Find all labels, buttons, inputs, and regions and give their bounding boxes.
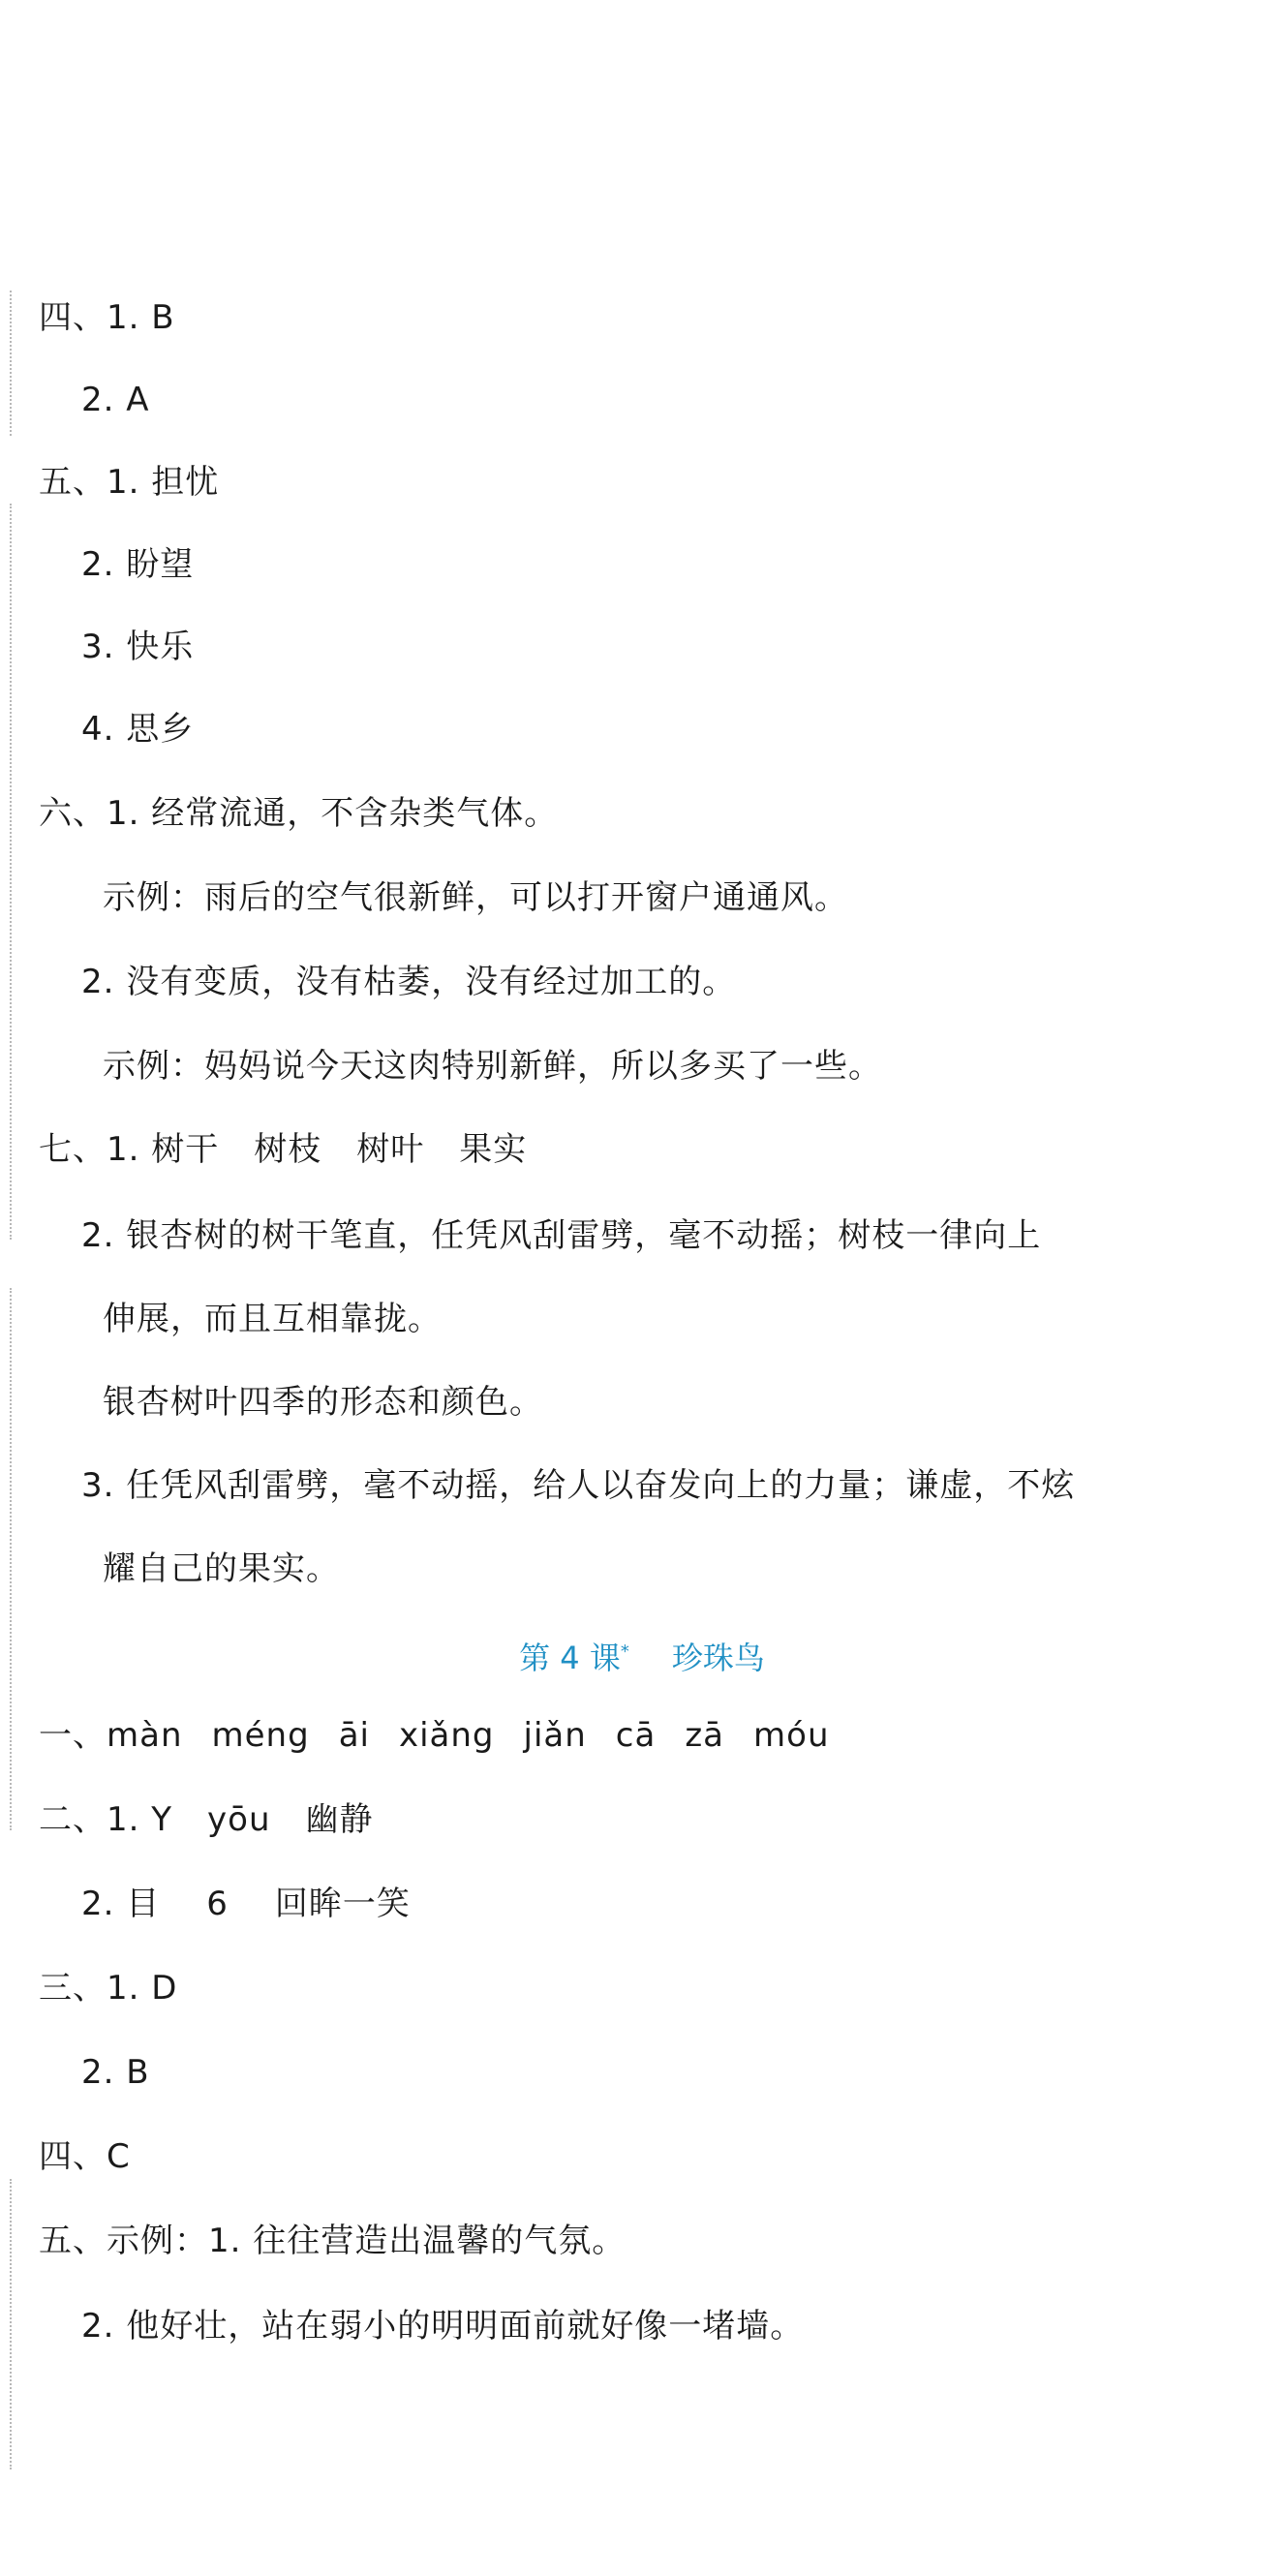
lesson-answer-2-2 <box>81 1883 411 1925</box>
lesson-number: 第 4 课 <box>519 1640 621 1676</box>
answer-5-2: 2. 盼望 <box>81 545 195 584</box>
answer-4-1: 四、1. B <box>39 298 175 337</box>
lesson-answer-2-2-num: 6 <box>206 1885 229 1923</box>
answer-5-4: 4. 思乡 <box>81 710 195 749</box>
pinyin-item: cā <box>615 1716 657 1755</box>
pinyin-item: āi <box>338 1716 370 1755</box>
lesson-answer-5-2: 2. 他好壮，站在弱小的明明面前就好像一堵墙。 <box>81 2307 805 2346</box>
lesson-mark: * <box>620 1641 629 1662</box>
answer-7-2-line3: 银杏树叶四季的形态和颜色。 <box>103 1383 543 1422</box>
answer-6-1-example: 示例：雨后的空气很新鲜，可以打开窗户通通风。 <box>103 878 848 917</box>
pinyin-item: xiǎng <box>398 1716 495 1755</box>
pinyin-item: méng <box>211 1716 310 1755</box>
lesson-answer-1 <box>39 1714 859 1757</box>
lesson-answer-2-1-word: 幽静 <box>305 1800 374 1839</box>
answer-7-1-item: 树叶 <box>356 1130 425 1169</box>
lesson-answer-4: 四、C <box>39 2137 131 2176</box>
margin-dotted-line <box>10 504 12 1240</box>
lesson-answer-2-2-word: 回眸一笑 <box>274 1885 411 1923</box>
lesson-answer-2-1 <box>39 1798 374 1841</box>
answer-5-3: 3. 快乐 <box>81 628 195 666</box>
margin-dotted-line <box>10 291 12 436</box>
answer-7-1-item: 树枝 <box>254 1130 322 1169</box>
lesson-title <box>0 1631 1284 1679</box>
margin-dotted-line <box>10 2179 12 2469</box>
lesson-answer-2-1-prefix: 二、1. Y <box>39 1800 173 1839</box>
answer-4-2: 2. A <box>81 381 150 419</box>
answer-7-1-item: 果实 <box>459 1130 528 1169</box>
lesson-answer-2-2-prefix: 2. 目 <box>81 1885 161 1923</box>
answer-6-1: 六、1. 经常流通，不含杂类气体。 <box>39 794 559 833</box>
pinyin-item: jiǎn <box>523 1716 587 1755</box>
margin-dotted-line <box>10 1288 12 1830</box>
lesson-answer-1-prefix: 一、 <box>39 1716 107 1755</box>
answer-7-2-line2: 伸展，而且互相靠拢。 <box>103 1300 442 1338</box>
lesson-answer-2-1-pinyin: yōu <box>207 1800 271 1839</box>
lesson-name: 珍珠鸟 <box>671 1640 765 1676</box>
lesson-answer-3-1: 三、1. D <box>39 1969 178 2008</box>
answer-7-3-line1: 3. 任凭风刮雷劈，毫不动摇，给人以奋发向上的力量；谦虚，不炫 <box>81 1466 1076 1505</box>
answer-6-2-example: 示例：妈妈说今天这肉特别新鲜，所以多买了一些。 <box>103 1047 882 1086</box>
lesson-answer-5-1: 五、示例：1. 往往营造出温馨的气氛。 <box>39 2222 627 2260</box>
answer-7-1-prefix: 七、1. <box>39 1130 152 1169</box>
answer-7-1 <box>39 1128 527 1171</box>
pinyin-item: zā <box>685 1716 725 1755</box>
pinyin-item: màn <box>107 1716 183 1755</box>
answer-6-2: 2. 没有变质，没有枯萎，没有经过加工的。 <box>81 963 737 1001</box>
answer-7-1-item: 树干 <box>151 1130 220 1169</box>
lesson-answer-3-2: 2. B <box>81 2053 150 2092</box>
answer-7-2-line1: 2. 银杏树的树干笔直，任凭风刮雷劈，毫不动摇；树枝一律向上 <box>81 1216 1042 1255</box>
answer-7-3-line2: 耀自己的果实。 <box>103 1549 340 1588</box>
pinyin-item: móu <box>753 1716 830 1755</box>
answer-5-1: 五、1. 担忧 <box>39 463 220 502</box>
